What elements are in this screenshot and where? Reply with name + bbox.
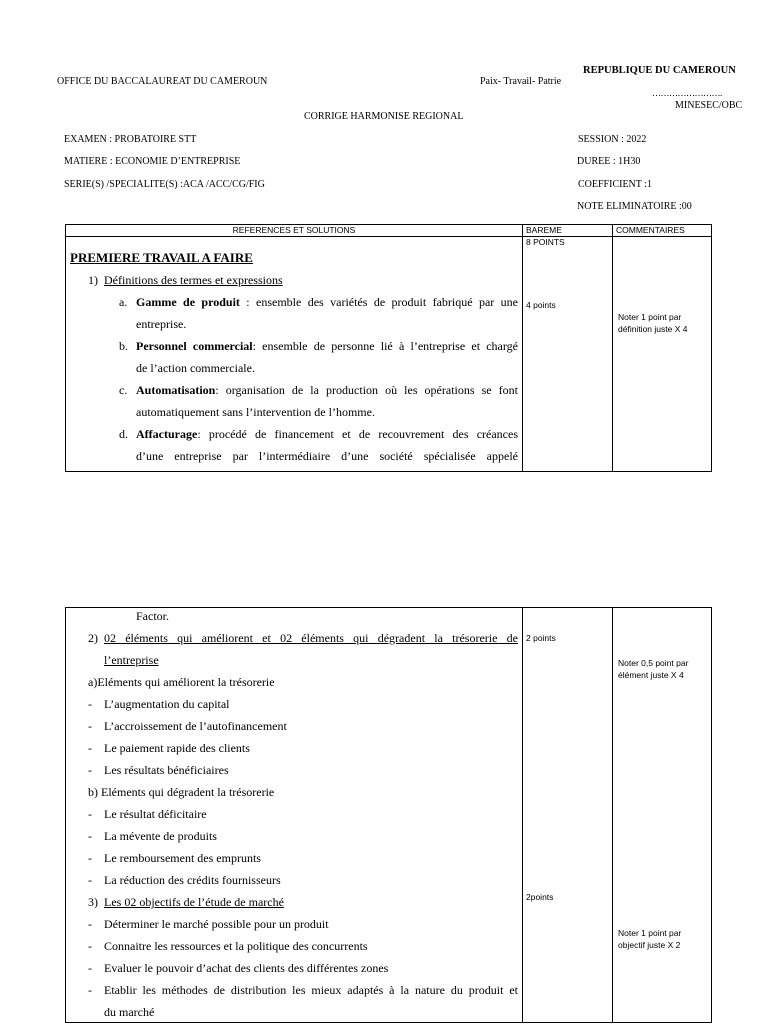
- office-name: OFFICE DU BACCALAUREAT DU CAMEROUN: [57, 76, 268, 87]
- total-points: 8 POINTS: [526, 237, 565, 247]
- dash: -: [88, 807, 92, 821]
- solutions-cell-2: [66, 608, 522, 1022]
- objective-item-last-line1: Etablir les méthodes de distribution les mieux adaptés à la nature du produit et: [104, 983, 518, 997]
- q2-comment-line1: Noter 0,5 point par: [618, 658, 689, 668]
- q2-number: 2): [88, 631, 98, 645]
- item-c-line1: Automatisation: organisation de la production où les opérations se font: [136, 383, 518, 397]
- dash: -: [88, 741, 92, 755]
- dash: -: [88, 939, 92, 953]
- bareme-cell: [523, 237, 612, 471]
- series-label: SERIE(S) /SPECIALITE(S) :ACA /ACC/CG/FIG: [64, 179, 265, 190]
- item-a-line2: entreprise.: [136, 317, 187, 331]
- q3-title: Les 02 objectifs de l’étude de marché: [104, 895, 284, 909]
- header-comments: COMMENTAIRES: [613, 225, 712, 237]
- q1-title: Définitions des termes et expressions: [104, 273, 283, 287]
- dash: -: [88, 961, 92, 975]
- dash: -: [88, 917, 92, 931]
- republic-title: REPUBLIQUE DU CAMEROUN: [583, 65, 736, 76]
- item-b-letter: b.: [119, 339, 128, 353]
- dash: -: [88, 719, 92, 733]
- comments-cell-2: [613, 608, 711, 1022]
- solutions-cell: [66, 237, 522, 471]
- improve-item: L’accroissement de l’autofinancement: [104, 719, 287, 733]
- q3-comment-line2: objectif juste X 2: [618, 940, 681, 950]
- dash: -: [88, 983, 92, 997]
- q2-points: 2 points: [526, 633, 556, 643]
- item-a-letter: a.: [119, 295, 128, 309]
- document-title: CORRIGE HARMONISE REGIONAL: [304, 111, 464, 122]
- q3-points: 2points: [526, 892, 554, 902]
- duration-label: DUREE : 1H30: [577, 156, 641, 167]
- q1-comment-line1: Noter 1 point par: [618, 312, 682, 322]
- item-b-line1: Personnel commercial: ensemble de personne lié à l’entreprise et chargé: [136, 339, 518, 353]
- q3-comment-line1: Noter 1 point par: [618, 928, 682, 938]
- correction-table-page2: [65, 607, 712, 1023]
- dash: -: [88, 763, 92, 777]
- item-b-line2: de l’action commerciale.: [136, 361, 255, 375]
- q1-comment-line2: définition juste X 4: [618, 324, 688, 334]
- session-label: SESSION : 2022: [578, 134, 647, 145]
- improve-item: Le paiement rapide des clients: [104, 741, 250, 755]
- bareme-cell-2: [523, 608, 612, 1022]
- item-c-line2: automatiquement sans l’intervention de l’homme.: [136, 405, 375, 419]
- item-c-letter: c.: [119, 383, 128, 397]
- coefficient-label: COEFFICIENT :1: [578, 179, 652, 190]
- dash: -: [88, 829, 92, 843]
- objective-item: Evaluer le pouvoir d’achat des clients des différentes zones: [104, 961, 389, 975]
- dash: -: [88, 873, 92, 887]
- improve-item: Les résultats bénéficiaires: [104, 763, 229, 777]
- improve-heading: a)Eléments qui améliorent la trésorerie: [88, 675, 275, 689]
- dash: -: [88, 851, 92, 865]
- objective-item-last-line2: du marché: [104, 1005, 155, 1019]
- objective-item: Déterminer le marché possible pour un produit: [104, 917, 329, 931]
- eliminatory-note-label: NOTE ELIMINATOIRE :00: [577, 201, 692, 212]
- q3-number: 3): [88, 895, 98, 909]
- degrade-item: La mévente de produits: [104, 829, 217, 843]
- correction-table-page1: [65, 224, 712, 472]
- improve-item: L’augmentation du capital: [104, 697, 230, 711]
- q1-points: 4 points: [526, 300, 556, 310]
- item-d-line2: d’une entreprise par l’intermédiaire d’une société spécialisée appelé: [136, 449, 518, 463]
- q2-comment-line2: élément juste X 4: [618, 670, 684, 680]
- national-motto: Paix- Travail- Patrie: [480, 76, 562, 87]
- q1-number: 1): [88, 273, 98, 287]
- ministry-code: MINESEC/OBC: [675, 100, 743, 111]
- item-a-line1: Gamme de produit : ensemble des variétés de produit fabriqué par une: [136, 295, 518, 309]
- degrade-item: Le résultat déficitaire: [104, 807, 207, 821]
- item-d-letter: d.: [119, 427, 128, 441]
- q2-title-line1: 02 éléments qui améliorent et 02 éléments qui dégradent la trésorerie de: [104, 631, 518, 645]
- dotted-line: …………………….: [652, 88, 722, 98]
- item-d-line1: Affacturage: procédé de financement et de recouvrement des créances: [136, 427, 518, 441]
- header-bareme: BAREME: [523, 225, 613, 237]
- subject-label: MATIERE : ECONOMIE D’ENTREPRISE: [64, 156, 241, 167]
- objective-item: Connaitre les ressources et la politique des concurrents: [104, 939, 368, 953]
- exam-label: EXAMEN : PROBATOIRE STT: [64, 134, 197, 145]
- factor-line: Factor.: [136, 609, 169, 623]
- section-title: PREMIERE TRAVAIL A FAIRE: [70, 250, 253, 265]
- q2-title-line2: l’entreprise: [104, 653, 159, 667]
- header-references-solutions: REFERENCES ET SOLUTIONS: [66, 225, 523, 237]
- degrade-item: Le remboursement des emprunts: [104, 851, 261, 865]
- comments-cell: [613, 237, 711, 471]
- degrade-item: La réduction des crédits fournisseurs: [104, 873, 281, 887]
- degrade-heading: b) Eléments qui dégradent la trésorerie: [88, 785, 275, 799]
- dash: -: [88, 697, 92, 711]
